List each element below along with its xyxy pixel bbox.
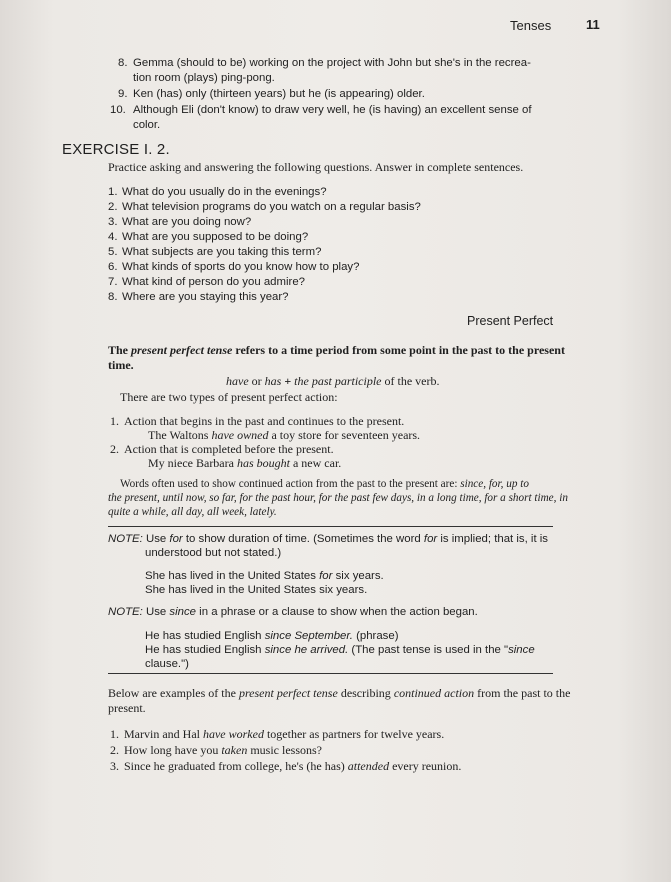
prev-item-number: 9.	[118, 88, 128, 100]
prev-item-line: Ken (has) only (thirteen years) but he (is appearing) older.	[133, 88, 425, 100]
question-number: 2.	[108, 201, 118, 213]
example-number: 2.	[110, 743, 119, 757]
question-text: What subjects are you taking this term?	[122, 246, 322, 258]
prev-item-number: 10.	[110, 104, 126, 116]
question-text: What television programs do you watch on a regular basis?	[122, 201, 421, 213]
formula: have or has + the past participle of the verb.	[226, 374, 440, 388]
exercise-heading: EXERCISE I. 2.	[62, 141, 170, 158]
example-sentence: Since he graduated from college, he's (he has) attended every reunion.	[124, 759, 462, 773]
question-number: 1.	[108, 186, 118, 198]
definition-line: time.	[108, 358, 134, 372]
exercise-instruction: Practice asking and answering the following questions. Answer in complete sentences.	[108, 160, 524, 174]
prev-item-number: 8.	[118, 57, 128, 69]
question-number: 3.	[108, 216, 118, 228]
type-example: My niece Barbara has bought a new car.	[148, 456, 342, 470]
prev-item-line: tion room (plays) ping-pong.	[133, 72, 275, 84]
note-line: NOTE: Use for to show duration of time. (Sometimes the word for is implied; that is, it is	[108, 533, 548, 545]
prev-item-line: Although Eli (don't know) to draw very well, he (is having) an excellent sense of	[133, 104, 532, 116]
example-number: 1.	[110, 727, 119, 741]
question-number: 6.	[108, 261, 118, 273]
examples-intro: Below are examples of the present perfect tense describing continued action from the past to the	[108, 686, 571, 700]
question-text: What are you supposed to be doing?	[122, 231, 309, 243]
type-text: Action that is completed before the present.	[124, 442, 334, 456]
note-example: She has lived in the United States for six years.	[145, 570, 384, 582]
question-text: What do you usually do in the evenings?	[122, 186, 327, 198]
type-text: Action that begins in the past and continues to the present.	[124, 414, 405, 428]
question-number: 5.	[108, 246, 118, 258]
question-number: 8.	[108, 291, 118, 303]
prev-item-line: color.	[133, 119, 161, 131]
question-number: 4.	[108, 231, 118, 243]
question-text: Where are you staying this year?	[122, 291, 289, 303]
type-number: 2.	[110, 442, 119, 456]
question-text: What kinds of sports do you know how to play?	[122, 261, 360, 273]
example-sentence: How long have you taken music lessons?	[124, 743, 322, 757]
words-line: quite a while, all day, all week, lately.	[108, 506, 277, 518]
note-line: NOTE: Use since in a phrase or a clause to show when the action began.	[108, 606, 478, 618]
note-example: clause.")	[145, 658, 189, 670]
note-example: He has studied English since he arrived. (The past tense is used in the "since	[145, 644, 535, 656]
types-intro: There are two types of present perfect action:	[120, 390, 338, 404]
type-number: 1.	[110, 414, 119, 428]
definition-line: The present perfect tense refers to a time period from some point in the past to the present	[108, 343, 565, 357]
running-header-title: Tenses	[510, 18, 552, 33]
question-text: What are you doing now?	[122, 216, 252, 228]
note-line: understood but not stated.)	[145, 547, 282, 559]
words-line: Words often used to show continued action from the past to the present are: since, for, up to	[120, 478, 529, 490]
words-line: the present, until now, so far, for the past hour, for the past few days, in a long time, for a short time, in	[108, 492, 568, 504]
note-top-rule	[108, 526, 553, 527]
question-text: What kind of person do you admire?	[122, 276, 305, 288]
type-example: The Waltons have owned a toy store for seventeen years.	[148, 428, 421, 442]
examples-intro: present.	[108, 701, 146, 715]
note-example: He has studied English since September. (phrase)	[145, 630, 399, 642]
example-number: 3.	[110, 759, 119, 773]
question-number: 7.	[108, 276, 118, 288]
example-sentence: Marvin and Hal have worked together as partners for twelve years.	[124, 727, 445, 741]
prev-item-line: Gemma (should to be) working on the project with John but she's in the recrea-	[133, 57, 531, 69]
page-number: 11	[586, 17, 600, 32]
note-bottom-rule	[108, 673, 553, 674]
section-heading: Present Perfect	[467, 314, 554, 328]
note-example: She has lived in the United States six years.	[145, 584, 368, 596]
